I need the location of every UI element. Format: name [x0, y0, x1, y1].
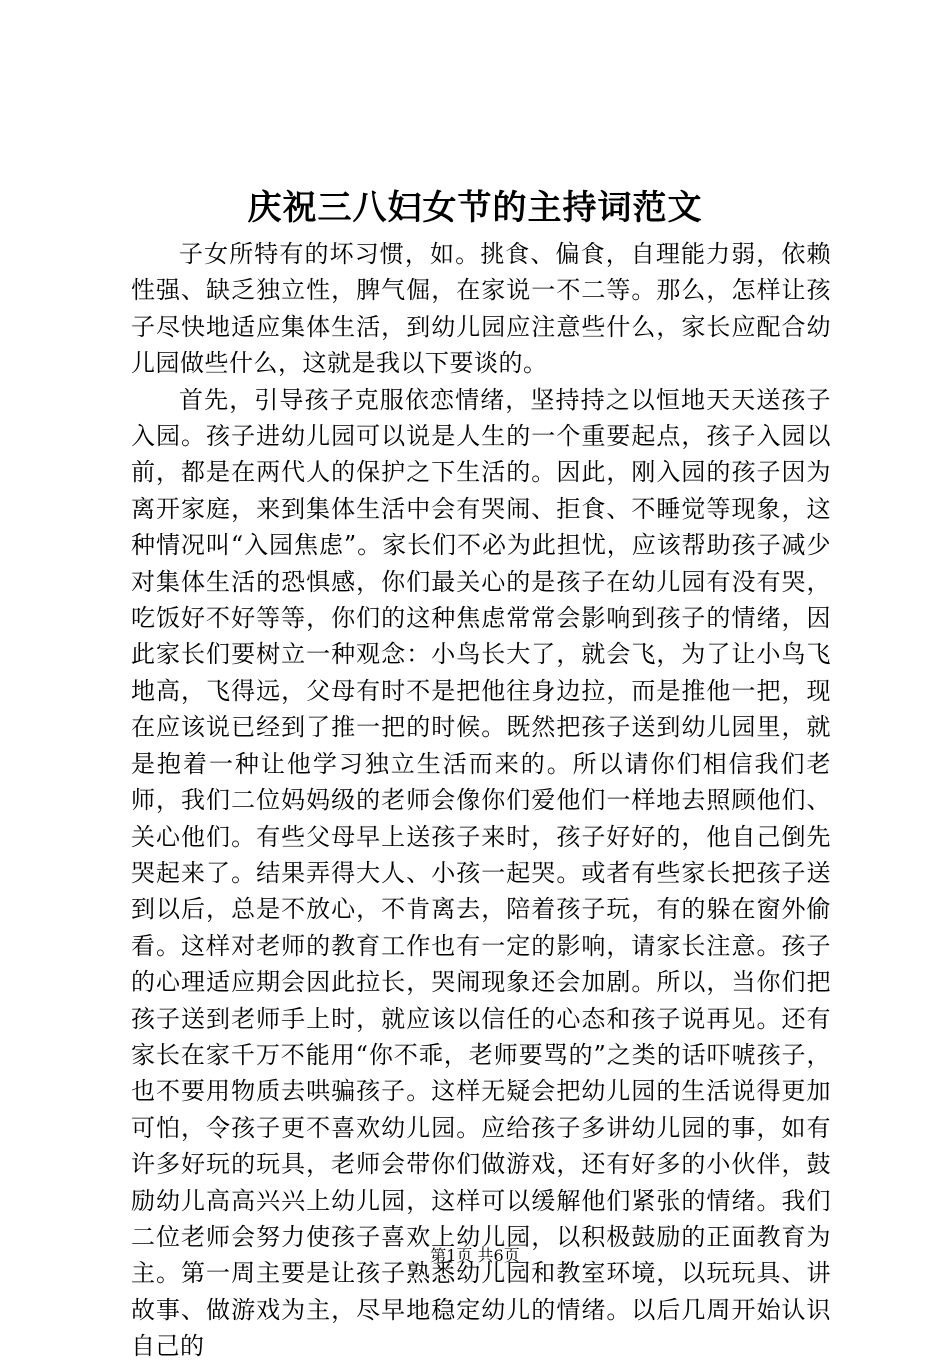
paragraph: 子女所特有的坏习惯，如。挑食、偏食，自理能力弱，依赖性强、缺乏独立性，脾气倔，在家说一不二等。那么，怎样让孩子尽快地适应集体生活，到幼儿园应注意些什么，家长应配合幼儿园做些什么，这就是我以下要谈的。: [131, 240, 831, 378]
document-body: [131, 236, 831, 1365]
paragraph: 首先，引导孩子克服依恋情绪，坚持持之以恒地天天送孩子入园。孩子进幼儿园可以说是人生的一个重要起点，孩子入园以前，都是在两代人的保护之下生活的。因此，刚入园的孩子因为离开家庭，来到集体生活中会有哭闹、拒食、不睡觉等现象，这种情况叫“入园焦虑”。家长们不必为此担忧，应该帮助孩子减少对集体生活的恐惧感，你们最关心的是孩子在幼儿园有没有哭，吃饭好不好等等，你们的这种焦虑常常会影响到孩子的情绪，因此家长们要树立一种观念：小鸟长大了，就会飞，为了让小鸟飞地高，飞得远，父母有时不是把他往身边拉，而是推他一把，现在应该说已经到了推一把的时候。既然把孩子送到幼儿园里，就是抱着一种让他学习独立生活而来的。所以请你们相信我们老师，我们二位妈妈级的老师会像你们爱他们一样地去照顾他们、关心他们。有些父母早上送孩子来时，孩子好好的，他自己倒先哭起来了。结果弄得大人、小孩一起哭。或者有些家长把孩子送到以后，总是不放心，不肯离去，陪着孩子玩，有的躲在窗外偷看。这样对老师的教育工作也有一定的影响，请家长注意。孩子的心理适应期会因此拉长，哭闹现象还会加剧。所以，当你们把孩子送到老师手上时，就应该以信任的心态和孩子说再见。还有家长在家千万不能用“你不乖，老师要骂的”之类的话吓唬孩子，也不要用物质去哄骗孩子。这样无疑会把幼儿园的生活说得更加可怕，令孩子更不喜欢幼儿园。应给孩子多讲幼儿园的事，如有许多好玩的玩具，老师会带你们做游戏，还有好多的小伙伴，鼓励幼儿高高兴兴上幼儿园，这样可以缓解他们紧张的情绪。我们二位老师会努力使孩子喜欢上幼儿园，以积极鼓励的正面教育为主。第一周主要是让孩子熟悉幼儿园和教室环境，以玩玩具、讲故事、做游戏为主，尽早地稳定幼儿的情绪。以后几周开始认识自己的: [131, 385, 831, 1361]
page-footer: 第1页 共6页: [430, 1246, 520, 1265]
document-title: 庆祝三八妇女节的主持词范文: [247, 188, 703, 228]
